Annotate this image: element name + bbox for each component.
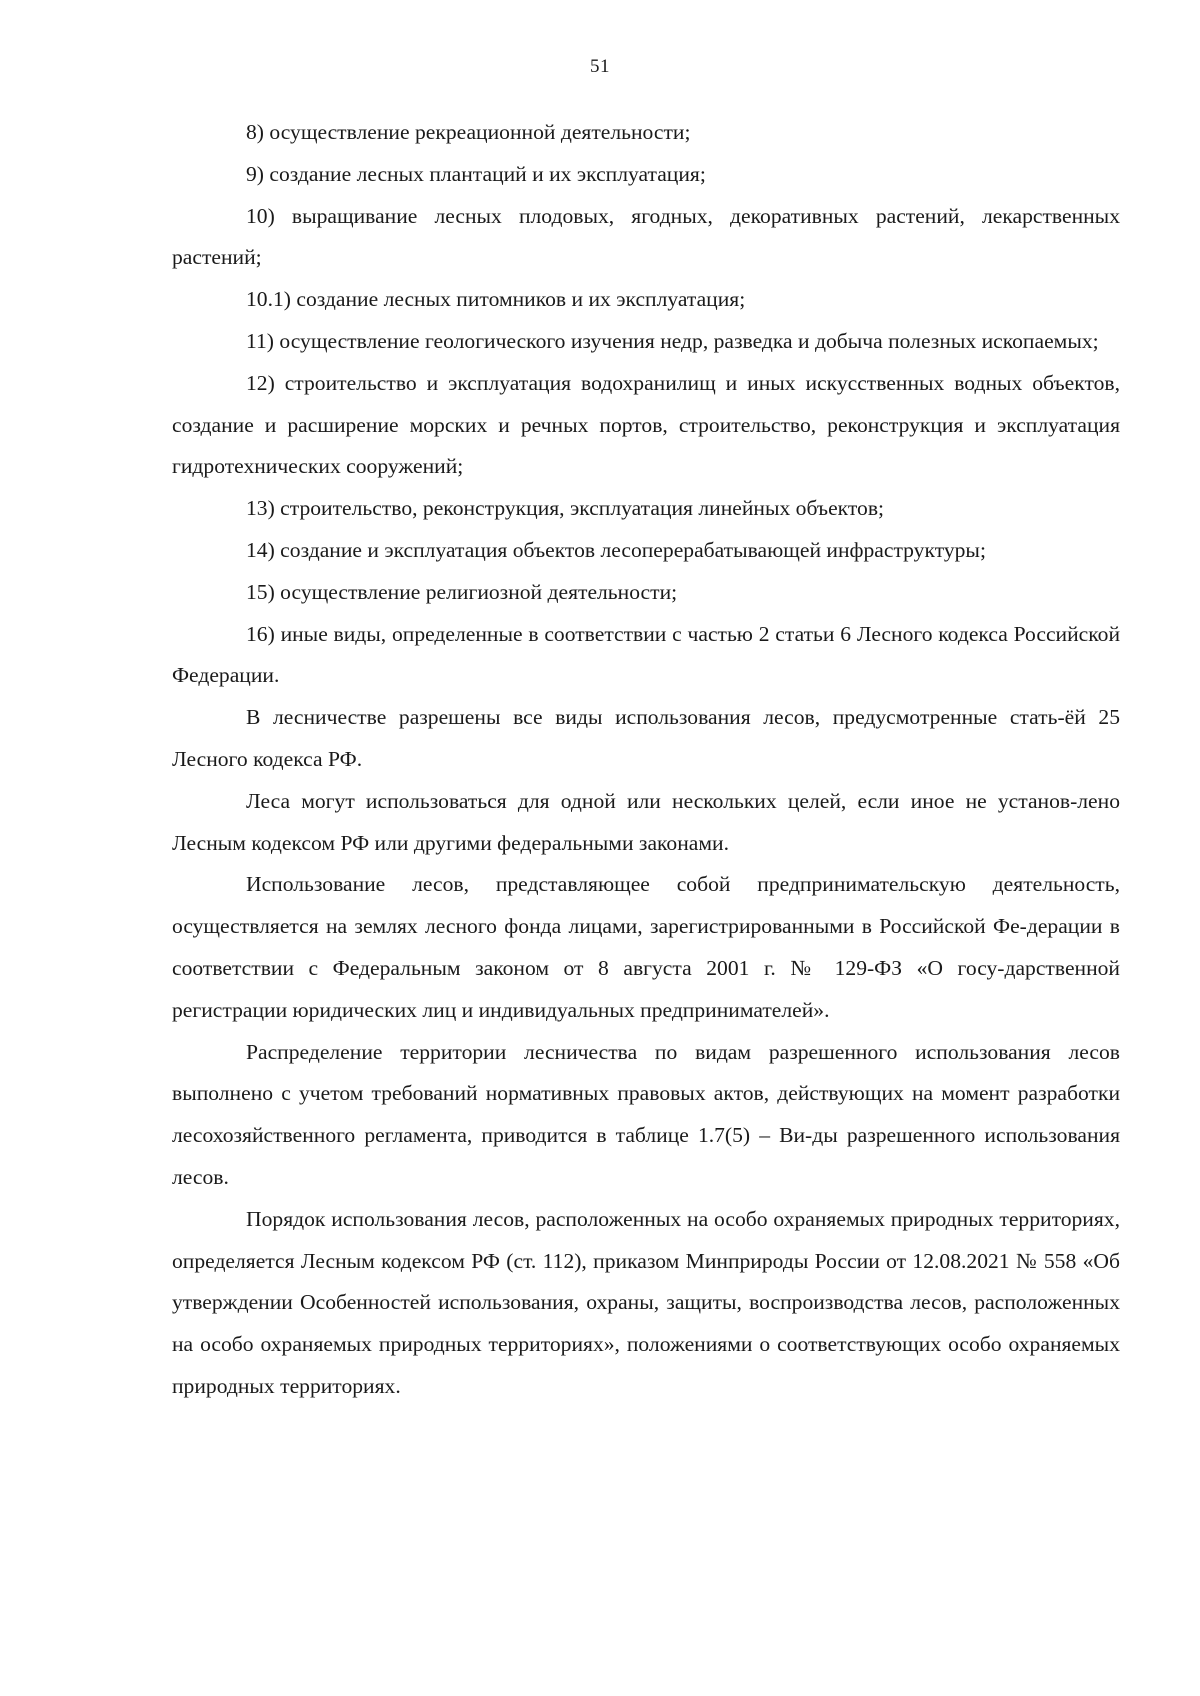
list-item-10-1: 10.1) создание лесных питомников и их эксплуатация; (246, 287, 746, 312)
list-item-16: 16) иные виды, определенные в соответствии с частью 2 статьи 6 Лесного кодекса Российской Федерации. (172, 621, 1120, 688)
paragraph-protected-areas: Порядок использования лесов, расположенных на особо охраняемых природных территориях, определяется Лесным кодексом РФ (ст. 112), приказом Минприроды России от 12.08.2021 № 558 «Об утверждении Особенностей использования, охраны, защиты, воспроизводства лесов, расположенных на особо охраняемых природных территориях», положениями о соответствующих особо охраняемых природных территориях. (172, 1206, 1120, 1398)
list-item-9: 9) создание лесных плантаций и их эксплуатация; (246, 161, 706, 186)
paragraph-permitted-uses: В лесничестве разрешены все виды использования лесов, предусмотренные стать-ёй 25 Лесного кодекса РФ. (172, 705, 1120, 771)
list-item-15: 15) осуществление религиозной деятельности; (246, 579, 678, 604)
list-item-12: 12) строительство и эксплуатация водохранилищ и иных искусственных водных объектов, создание и расширение морских и речных портов, строительство, реконструкция и эксплуатация гидротехнических сооружений; (172, 370, 1120, 479)
document-body (172, 112, 1120, 1408)
list-item-13: 13) строительство, реконструкция, эксплуатация линейных объектов; (246, 496, 885, 521)
paragraph-multiple-purposes: Леса могут использоваться для одной или нескольких целей, если иное не установ-лено Лесным кодексом РФ или другими федеральными законами. (172, 788, 1120, 855)
paragraph-territory-distribution: Распределение территории лесничества по видам разрешенного использования лесов выполнено с учетом требований нормативных правовых актов, действующих на момент разработки лесохозяйственного регламента, приводится в таблице 1.7(5) – Ви-ды разрешенного использования лесов. (172, 1039, 1120, 1189)
list-item-8: 8) осуществление рекреационной деятельности; (246, 120, 691, 144)
list-item-10: 10) выращивание лесных плодовых, ягодных, декоративных растений, лекарственных растений; (172, 203, 1120, 270)
paragraph-entrepreneurial-use: Использование лесов, представляющее собой предпринимательскую деятельность, осуществляется на землях лесного фонда лицами, зарегистрированными в Российской Фе-дерации в соответствии с Федеральным законом от 8 августа 2001 г. № 129-ФЗ «О госу-дарственной регистрации юридических лиц и индивидуальных предпринимателей». (172, 872, 1120, 1022)
list-item-14: 14) создание и эксплуатация объектов лесоперерабатывающей инфраструктуры; (246, 537, 986, 562)
page-number: 51 (590, 56, 610, 77)
list-item-11: 11) осуществление геологического изучения недр, разведка и добыча полезных ископаемых; (246, 328, 1099, 353)
